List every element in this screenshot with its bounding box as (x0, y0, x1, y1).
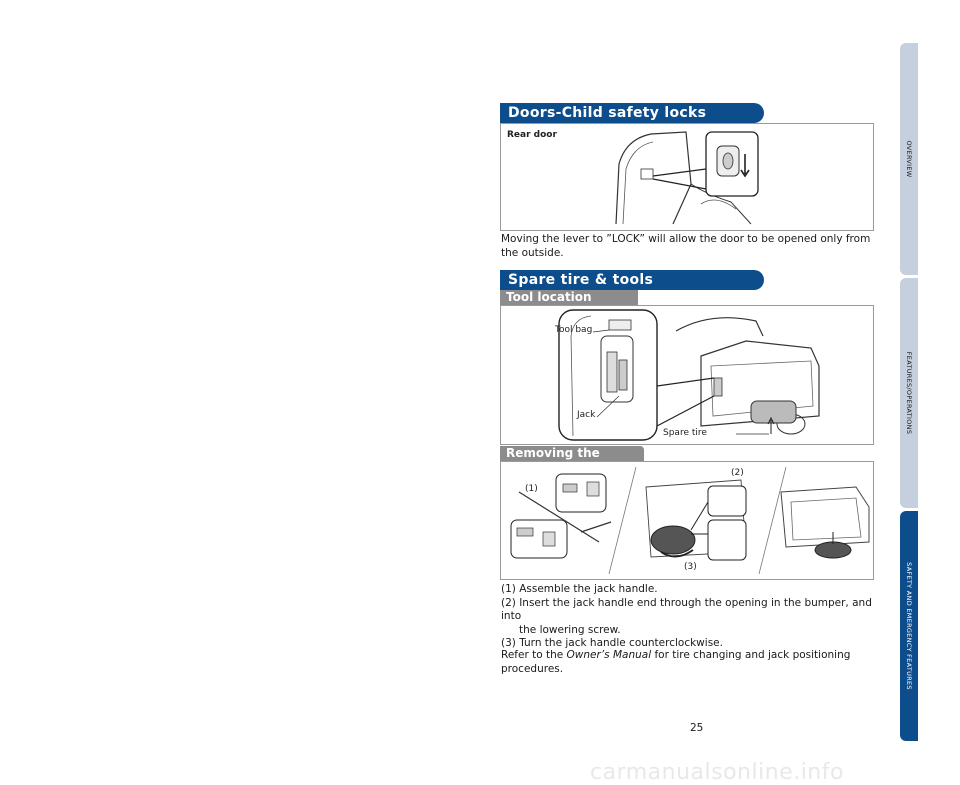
figure-tool-location (500, 305, 874, 445)
section-title-spare-tire: Spare tire & tools (500, 270, 764, 290)
figure-label-rear-door: Rear door (507, 130, 557, 140)
watermark: carmanualsonline.info (590, 760, 844, 785)
note-line: procedures. (501, 662, 564, 675)
note-manual-title: Owner’s Manual (566, 649, 652, 661)
step-tag-1: (1) (525, 484, 538, 494)
child-lock-caption (501, 233, 881, 260)
caption-line: the outside. (501, 246, 564, 259)
label-tool-bag: Tool bag (555, 325, 593, 335)
side-tab-label: OVERVIEW (905, 140, 913, 178)
caption-line: Moving the lever to ”LOCK” will allow the door to be opened only from (501, 233, 871, 245)
side-tab-features-operations[interactable] (900, 278, 918, 508)
side-tab-label: SAFETY AND EMERGENCY FEATURES (905, 562, 913, 690)
subsection-title-removing-spare: Removing the (500, 446, 644, 461)
side-tab-safety-emergency[interactable] (900, 511, 918, 741)
label-spare-tire: Spare tire (663, 428, 707, 438)
step-tag-2: (2) (731, 468, 744, 478)
section-title-child-locks: Doors-Child safety locks (500, 103, 764, 123)
step-item (501, 583, 881, 597)
step-text: (1) Assemble the jack handle. (501, 583, 658, 595)
step-item (501, 597, 881, 638)
figure-removing-spare-tire (500, 461, 874, 580)
rear-door-illustration (501, 124, 873, 230)
owners-manual-note (501, 649, 881, 676)
side-tab-overview[interactable] (900, 43, 918, 275)
note-pre: Refer to the (501, 649, 567, 661)
note-line (501, 649, 881, 663)
spare-tire-steps (501, 583, 881, 651)
page-number: 25 (690, 722, 704, 734)
figure-rear-door (500, 123, 874, 231)
note-post: for tire changing and jack positioning (651, 649, 851, 661)
step-text-continued: the lowering screw. (519, 623, 621, 636)
step-text: (2) Insert the jack handle end through the opening in the bumper, and into (501, 596, 872, 622)
step-text: (3) Turn the jack handle counterclockwise. (501, 637, 723, 649)
label-jack: Jack (577, 410, 596, 420)
side-tab-label: FEATURES/OPERATIONS (905, 351, 913, 435)
subsection-title-tool-location: Tool location (500, 290, 638, 305)
step-tag-3: (3) (684, 562, 697, 572)
